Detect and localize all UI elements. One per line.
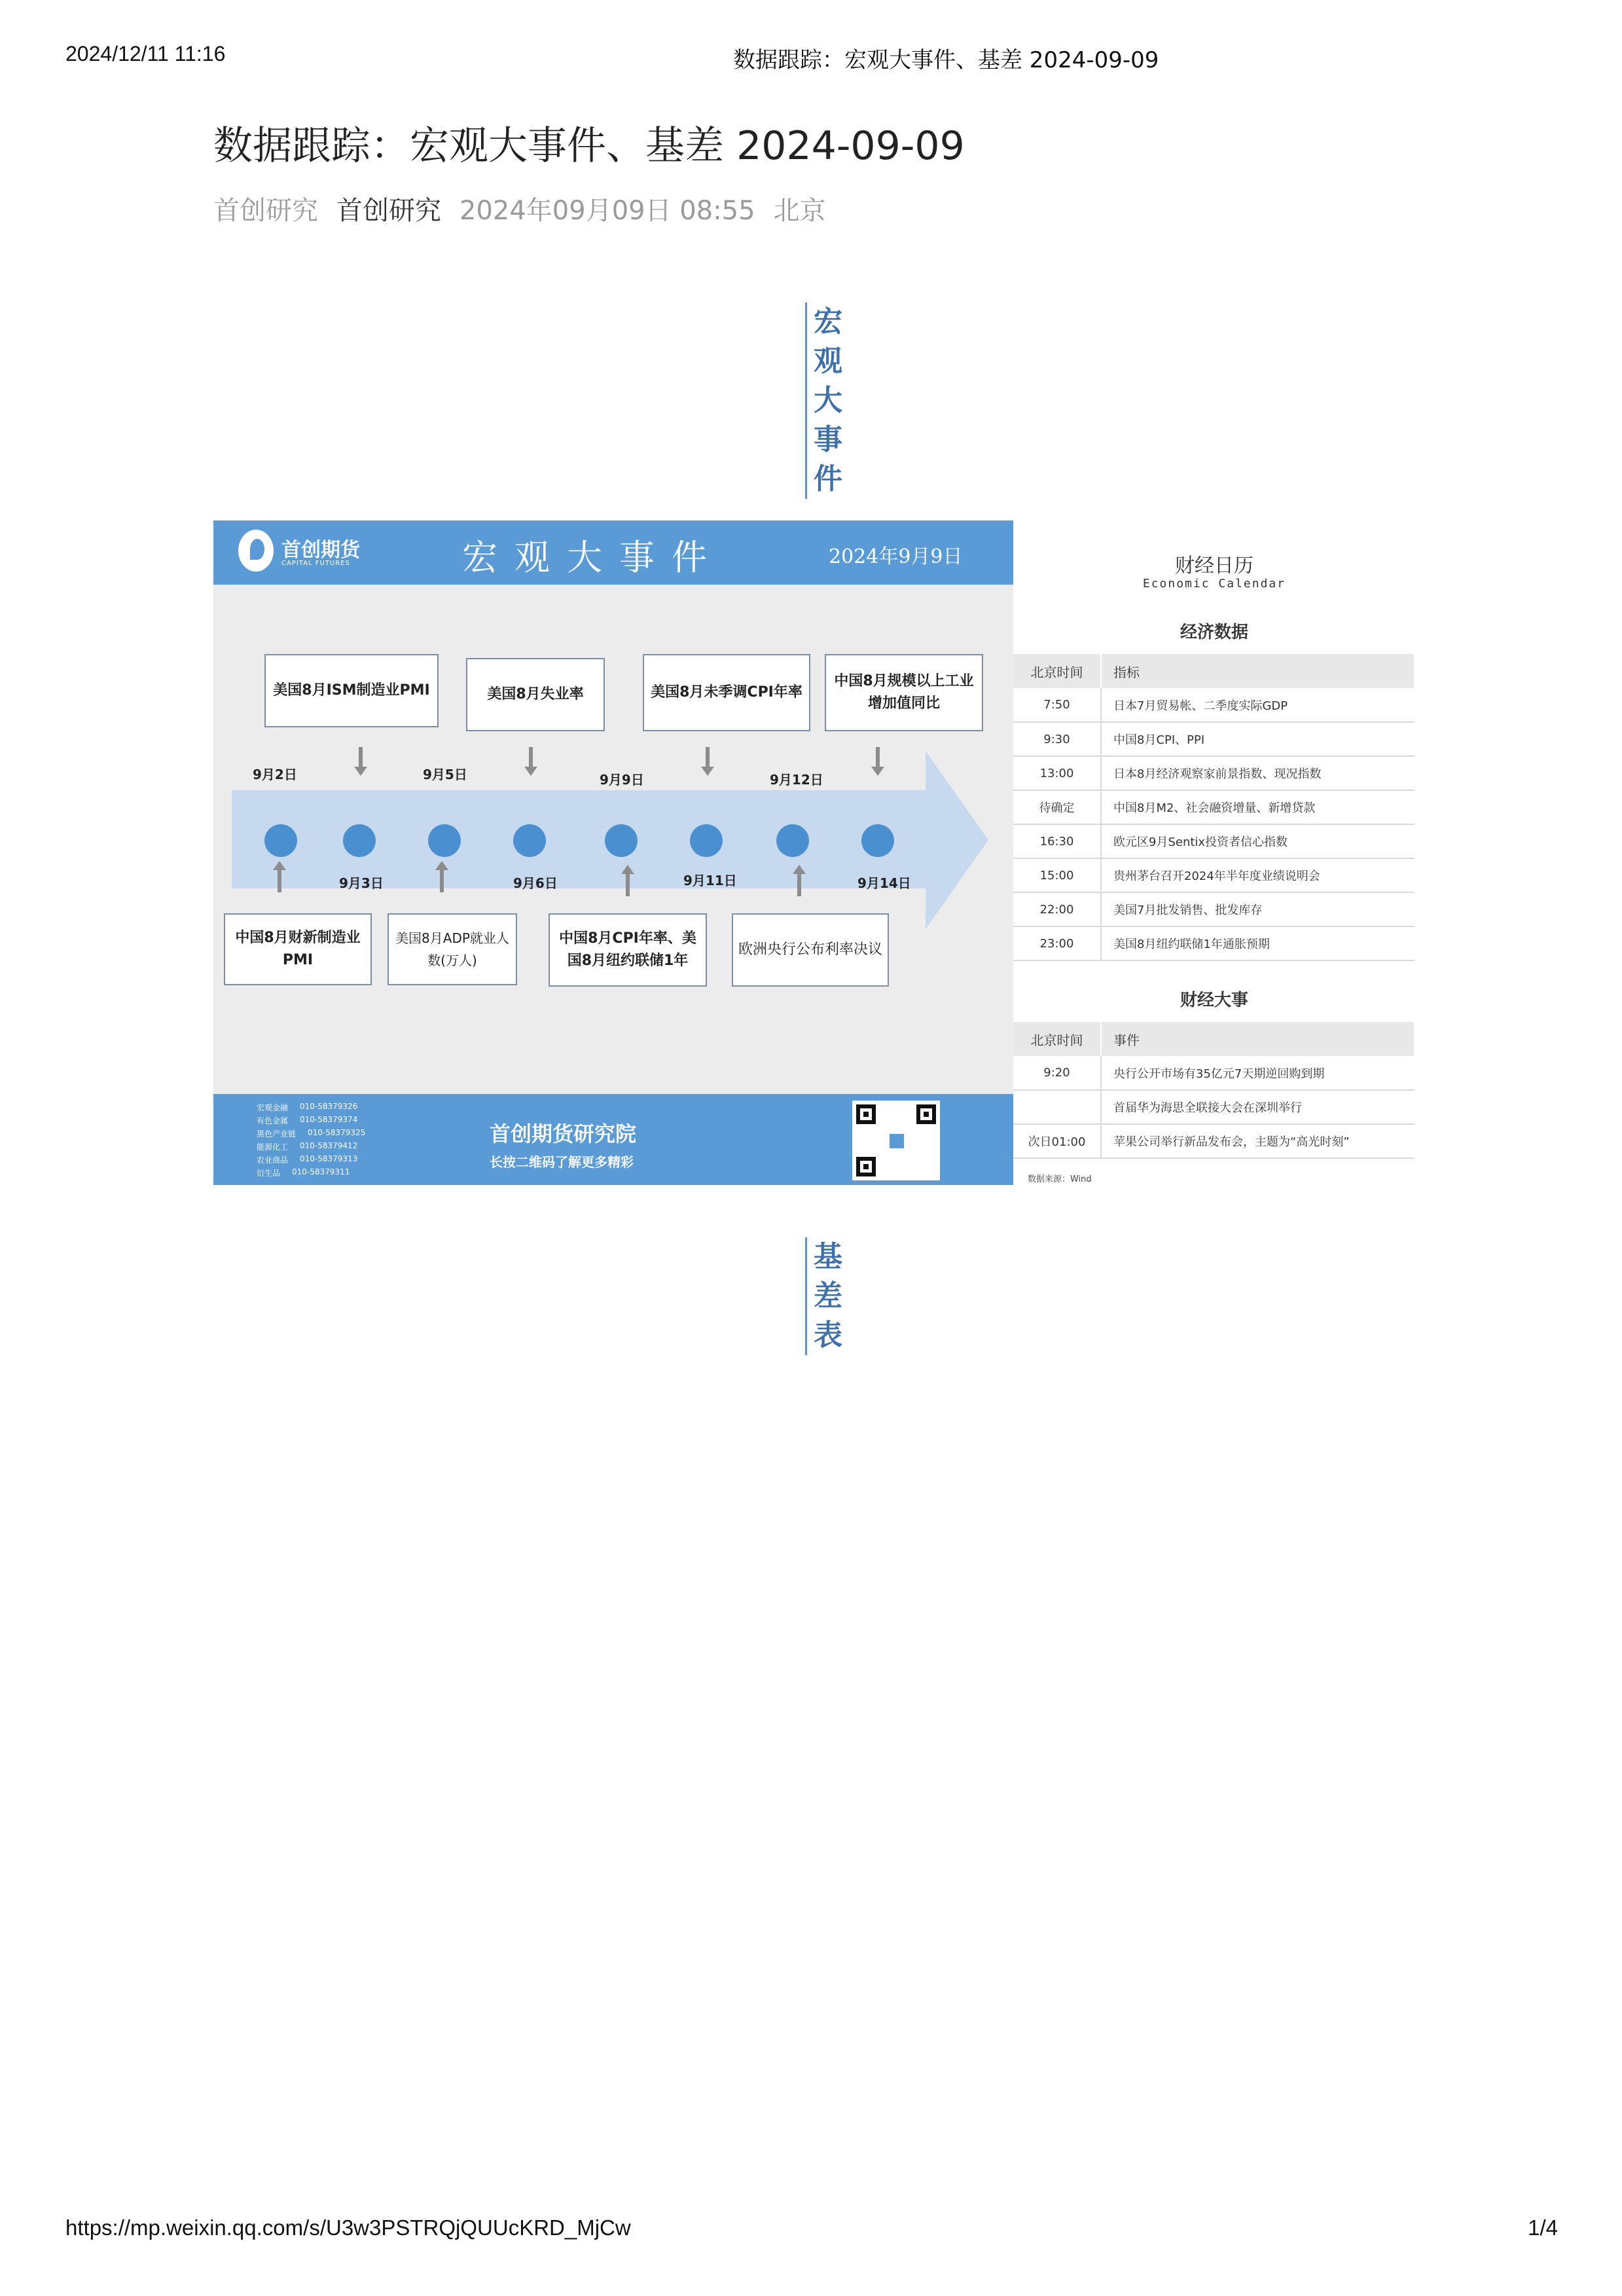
section-char: 大 [814, 384, 842, 417]
table-row [1013, 1124, 1415, 1158]
arrow-up-icon [626, 874, 630, 896]
macro-events-infographic [213, 520, 1415, 1185]
event-box: 美国8月ADP就业人数(万人) [387, 913, 517, 985]
print-page-number: 1/4 [1528, 2215, 1558, 2240]
date-label: 9月3日 [339, 875, 384, 891]
table-row [1013, 790, 1415, 824]
row-item: 央行公开市场有35亿元7天期逆回购到期 [1101, 1056, 1415, 1090]
qr-hint: 长按二维码了解更多精彩 [490, 1154, 634, 1170]
infographic-date: 2024年9月9日 [829, 545, 963, 568]
contact-row [257, 1141, 365, 1154]
timeline-dot [428, 824, 461, 857]
row-time: 次日01:00 [1013, 1124, 1101, 1158]
column-header-time: 北京时间 [1013, 654, 1101, 688]
article-meta [213, 190, 826, 227]
section-heading-macro [805, 302, 842, 499]
arrow-up-icon [797, 874, 801, 896]
event-box: 美国8月未季调CPI年率 [643, 654, 810, 731]
date-label: 9月12日 [770, 772, 823, 788]
table-header-row [1013, 654, 1415, 688]
row-time: 13:00 [1013, 756, 1101, 790]
row-item: 美国8月纽约联储1年通胀预期 [1101, 926, 1415, 960]
contact-label: 有色金属 [257, 1116, 289, 1125]
section-char: 事 [814, 423, 842, 456]
row-time: 16:30 [1013, 824, 1101, 858]
row-time: 9:20 [1013, 1056, 1101, 1090]
table-row [1013, 1090, 1415, 1124]
financial-events-heading: 财经大事 [1180, 991, 1248, 1010]
row-time: 待确定 [1013, 790, 1101, 824]
contact-phone: 010-58379325 [308, 1128, 366, 1137]
calendar-title: 财经日历 [1175, 555, 1253, 577]
data-source-note: 数据来源：Wind [1028, 1175, 1092, 1184]
table-row [1013, 722, 1415, 756]
timeline-dot [690, 824, 723, 857]
section-char: 基 [814, 1240, 842, 1273]
contact-label: 农业商品 [257, 1156, 289, 1165]
timeline-panel [213, 520, 1013, 1185]
date-label: 9月6日 [513, 875, 558, 891]
section-char: 表 [814, 1319, 842, 1352]
event-box: 欧洲央行公布利率决议 [732, 913, 889, 987]
table-row [1013, 858, 1415, 892]
column-header-time: 北京时间 [1013, 1022, 1101, 1056]
event-box: 中国8月规模以上工业增加值同比 [825, 654, 983, 731]
section-char: 宏 [814, 305, 842, 338]
contact-phone: 010-58379374 [300, 1115, 358, 1124]
date-label: 9月11日 [683, 873, 737, 888]
brand-name-en: CAPITAL FUTURES [281, 560, 350, 567]
date-label: 9月14日 [857, 875, 911, 891]
arrow-down-icon [876, 747, 880, 769]
print-datetime: 2024/12/11 11:16 [65, 42, 226, 65]
contact-label: 宏观金融 [257, 1103, 289, 1112]
article-title: 数据跟踪：宏观大事件、基差 2024-09-09 [213, 123, 965, 169]
infographic-title: 宏观大事件 [462, 537, 724, 578]
qr-finder [856, 1104, 876, 1124]
calendar-title-en: Economic Calendar [1142, 577, 1286, 591]
arrow-up-icon [278, 870, 281, 892]
date-label: 9月9日 [600, 772, 644, 788]
event-box: 美国8月失业率 [466, 658, 605, 731]
section-char: 差 [814, 1279, 842, 1313]
table-row [1013, 1056, 1415, 1090]
capital-futures-logo-icon [238, 530, 274, 572]
contact-label: 能源化工 [257, 1142, 289, 1152]
row-time: 22:00 [1013, 892, 1101, 926]
row-item: 中国8月M2、社会融资增量、新增贷款 [1101, 790, 1415, 824]
article-author-link[interactable]: 首创研究 [336, 196, 441, 226]
arrow-up-icon [440, 870, 444, 892]
article-location: 北京 [773, 196, 826, 226]
section-heading-basis [805, 1237, 842, 1355]
timeline-dot [513, 824, 546, 857]
column-header-indicator: 指标 [1101, 654, 1415, 688]
row-item: 贵州茅台召开2024年半年度业绩说明会 [1101, 858, 1415, 892]
contact-row [257, 1102, 365, 1115]
row-item: 苹果公司举行新品发布会，主题为“高光时刻” [1101, 1124, 1415, 1158]
row-item: 首届华为海思全联接大会在深圳举行 [1101, 1090, 1415, 1124]
qr-logo-icon [888, 1132, 906, 1150]
contact-row [257, 1115, 365, 1128]
print-url[interactable]: https://mp.weixin.qq.com/s/U3w3PSTRQjQUUcKRD_MjCw [65, 2215, 631, 2240]
contact-label: 衍生品 [257, 1169, 281, 1178]
arrow-down-icon [529, 747, 533, 769]
timeline-dot [776, 824, 809, 857]
contact-list [257, 1102, 365, 1180]
table-row [1013, 926, 1415, 960]
contact-row [257, 1128, 365, 1141]
timeline-dot [264, 824, 297, 857]
column-header-event: 事件 [1101, 1022, 1415, 1056]
qr-finder [856, 1157, 876, 1176]
row-item: 欧元区9月Sentix投资者信心指数 [1101, 824, 1415, 858]
table-header-row [1013, 1022, 1415, 1056]
row-item: 中国8月CPI、PPI [1101, 722, 1415, 756]
economic-data-table [1013, 654, 1415, 961]
date-label: 9月2日 [253, 767, 297, 782]
row-item: 日本8月经济观察家前景指数、现况指数 [1101, 756, 1415, 790]
row-time: 23:00 [1013, 926, 1101, 960]
brand-name: 首创期货 [281, 539, 360, 562]
arrow-down-icon [359, 747, 363, 769]
institute-name: 首创期货研究院 [490, 1121, 637, 1146]
contact-row [257, 1167, 365, 1180]
timeline-arrow-body [232, 790, 926, 888]
contact-row [257, 1154, 365, 1167]
row-item: 日本7月贸易帐、二季度实际GDP [1101, 688, 1415, 722]
timeline-dot [605, 824, 638, 857]
event-box: 美国8月ISM制造业PMI [264, 654, 439, 727]
article-source: 首创研究 [213, 196, 318, 226]
arrow-down-icon [706, 747, 710, 769]
row-time: 15:00 [1013, 858, 1101, 892]
timeline-dot [343, 824, 376, 857]
section-char: 件 [814, 462, 842, 496]
row-time [1013, 1090, 1101, 1124]
contact-phone: 010-58379412 [300, 1141, 358, 1150]
event-box: 中国8月CPI年率、美国8月纽约联储1年 [549, 913, 707, 987]
qr-code-icon[interactable] [852, 1101, 940, 1180]
row-time: 7:50 [1013, 688, 1101, 722]
economic-calendar [1013, 520, 1415, 1185]
contact-phone: 010-58379326 [300, 1102, 358, 1111]
table-row [1013, 892, 1415, 926]
financial-events-table [1013, 1022, 1415, 1159]
row-time: 9:30 [1013, 722, 1101, 756]
infographic-footer [213, 1094, 1013, 1185]
contact-phone: 010-58379311 [292, 1167, 350, 1176]
timeline-dot [861, 824, 894, 857]
event-box: 中国8月财新制造业PMI [224, 913, 372, 985]
economic-data-heading: 经济数据 [1180, 623, 1248, 642]
article-date: 2024年09月09日 08:55 [460, 196, 755, 226]
contact-phone: 010-58379313 [300, 1154, 358, 1163]
table-row [1013, 688, 1415, 722]
table-row [1013, 756, 1415, 790]
qr-finder [916, 1104, 936, 1124]
print-header-title: 数据跟踪：宏观大事件、基差 2024-09-09 [733, 47, 1159, 73]
contact-label: 黑色产业链 [257, 1129, 297, 1139]
section-char: 观 [814, 344, 842, 378]
row-item: 美国7月批发销售、批发库存 [1101, 892, 1415, 926]
infographic-banner [213, 520, 1013, 585]
timeline-arrow-head [926, 751, 988, 929]
date-label: 9月5日 [423, 767, 467, 782]
table-row [1013, 824, 1415, 858]
